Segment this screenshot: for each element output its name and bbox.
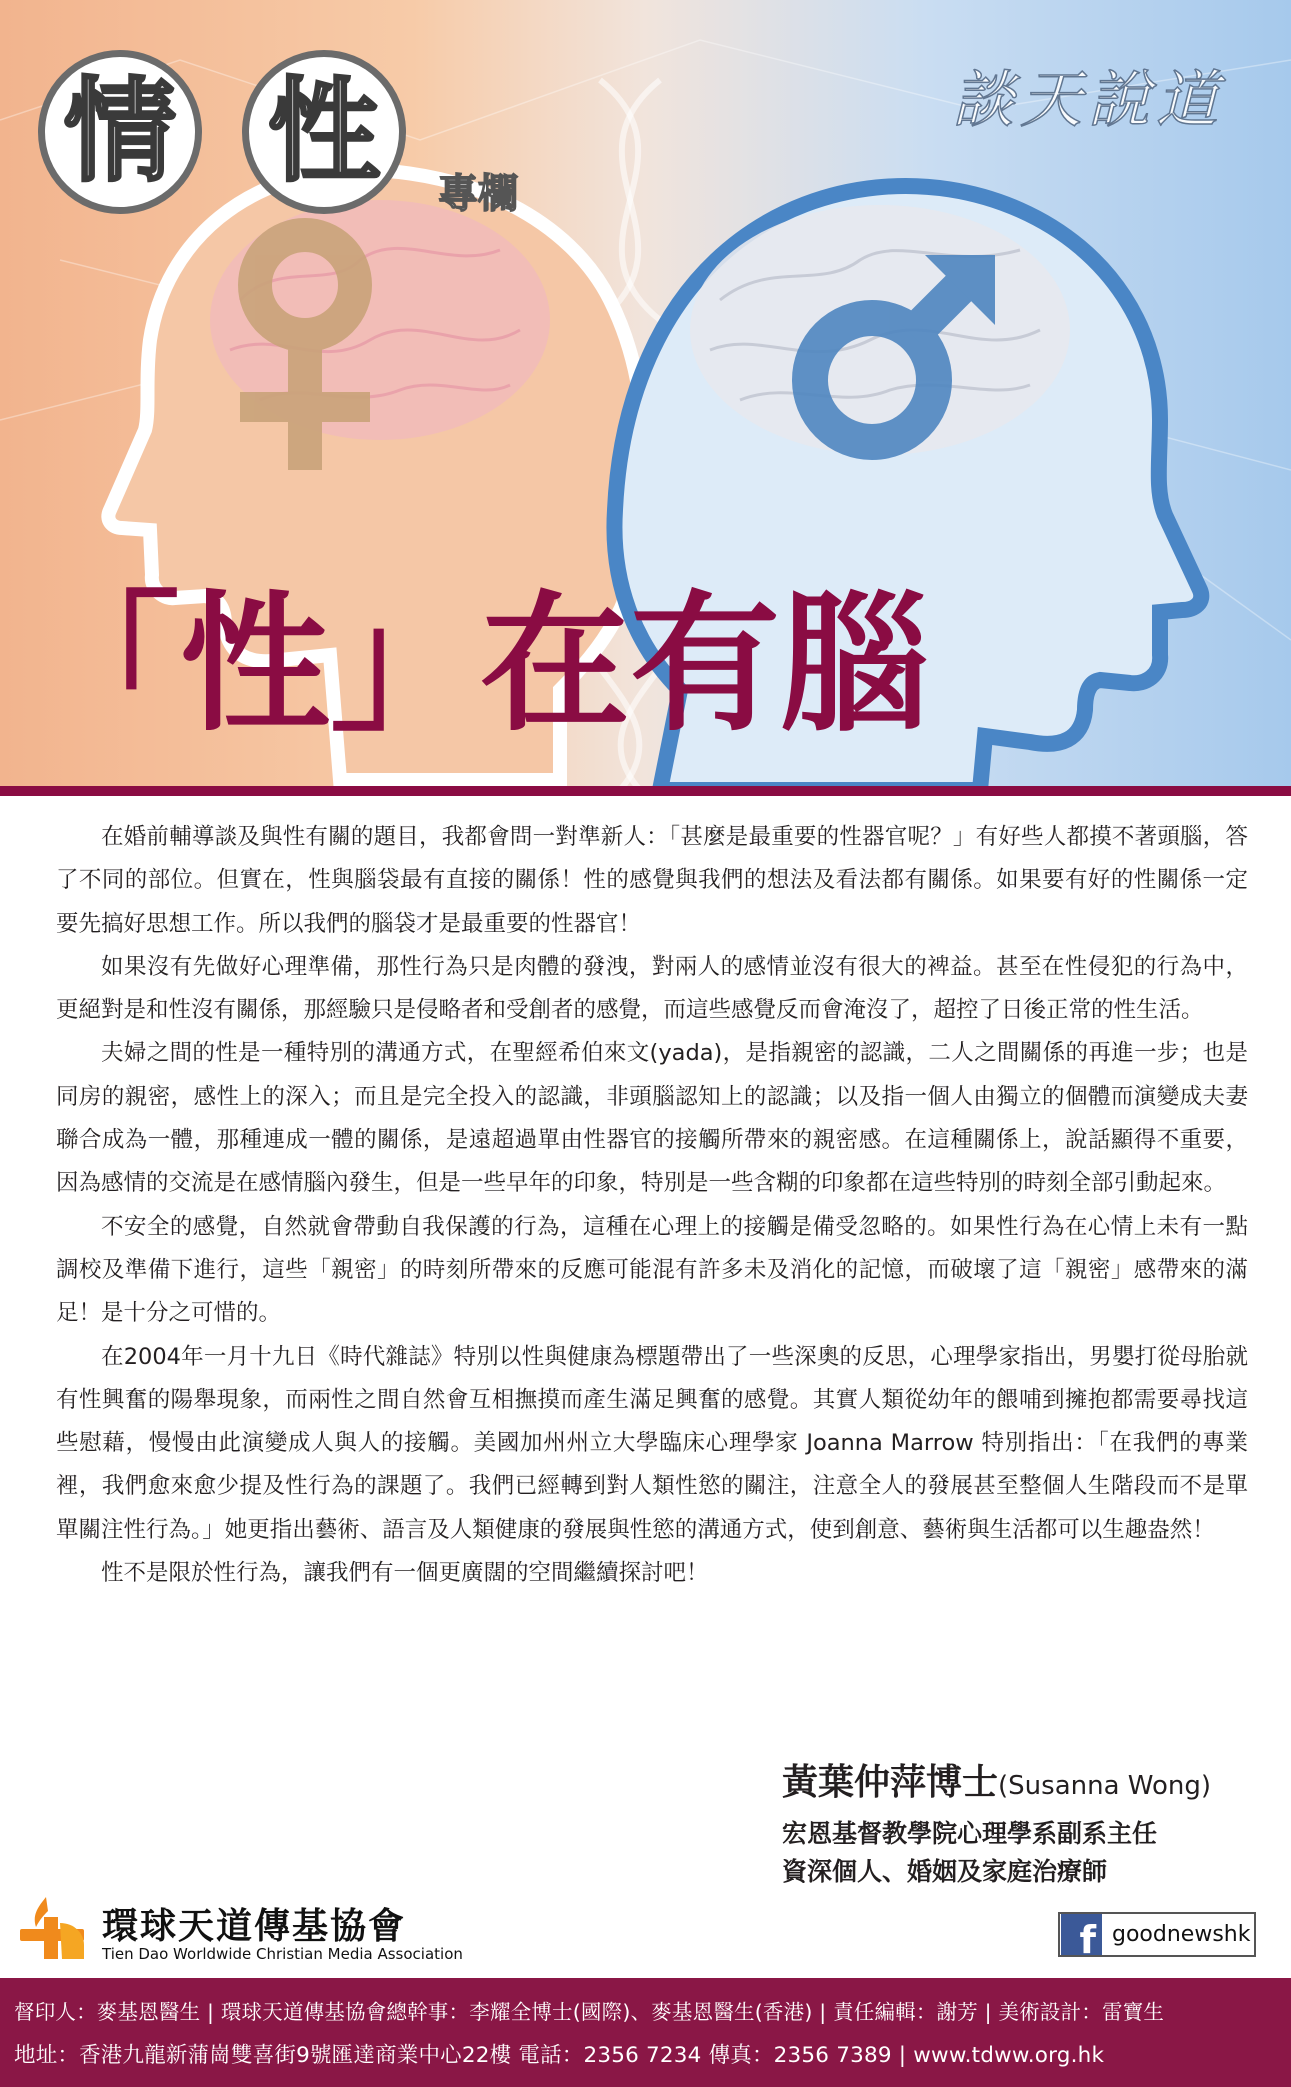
- badge-char-1: 情: [64, 67, 176, 197]
- author-name: [782, 1760, 1211, 1809]
- author-title-1: 宏恩基督教學院心理學系副系主任: [782, 1819, 1158, 1848]
- title-rule: [0, 786, 1291, 796]
- facebook-icon: [1061, 1914, 1102, 1955]
- article-paragraph: 夫婦之間的性是一種特別的溝通方式，在聖經希伯來文(yada)，是指親密的認識，二人之間關係的再進一步；也是同房的親密，感性上的深入；而且是完全投入的認識，非頭腦認知上的認識；以及指一個人由獨立的個體而演變成夫妻聯合成為一體，那種連成一體的關係，是遠超過單由性器官的接觸所帶來的親密感。在這種關係上，說話顯得不重要，因為感情的交流是在感情腦內發生，但是一些早年的印象，特別是一些含糊的印象都在這些特別的時刻全部引動起來。: [56, 1040, 1248, 1197]
- author-block: [782, 1760, 1211, 1891]
- hero-banner: [0, 0, 1291, 790]
- badge-char-2: 性: [268, 67, 380, 197]
- column-badge-1: [38, 50, 202, 214]
- facebook-icon-letter: f: [1079, 1918, 1096, 1955]
- org-name-en: Tien Dao Worldwide Christian Media Association: [102, 1945, 463, 1963]
- author-name-en: (Susanna Wong): [998, 1771, 1211, 1801]
- footer-credits: 督印人：麥基恩醫生 | 環球天道傳基協會總幹事：李耀全博士(國際)、麥基恩醫生(香港) | 責任編輯：謝芳 | 美術設計：雷寶生: [14, 2000, 1165, 2024]
- article-headline: 「性」在有腦: [30, 578, 931, 752]
- facebook-handle: goodnewshk: [1112, 1922, 1251, 1947]
- article-paragraph: 在2004年一月十九日《時代雜誌》特別以性與健康為標題帶出了一些深奧的反思，心理學家指出，男嬰打從母胎就有性興奮的陽舉現象，而兩性之間自然會互相撫摸而產生滿足興奮的感覺。其實人類從幼年的餵哺到擁抱都需要尋找這些慰藉，慢慢由此演變成人與人的接觸。美國加州州立大學臨床心理學家 Joanna Marrow 特別指出：「在我們的專業裡，我們愈來愈少提及性行為的課題了。我們已經轉到對人類性慾的關注，注意全人的發展甚至整個人生階段而不是單單關注性行為。」她更指出藝術、語言及人類健康的發展與性慾的溝通方式，使到創意、藝術與生活都可以生趣盎然！: [56, 1343, 1248, 1543]
- author-name-zh: 黃葉仲萍博士: [782, 1762, 999, 1803]
- article-paragraph: 在婚前輔導談及與性有關的題目，我都會問一對準新人：「甚麼是最重要的性器官呢？」有好些人都摸不著頭腦，答了不同的部位。但實在，性與腦袋最有直接的關係！性的感覺與我們的想法及看法都有關係。如果要有好的性關係一定要先搞好思想工作。所以我們的腦袋才是最重要的性器官！: [56, 824, 1248, 937]
- author-title-2: 資深個人、婚姻及家庭治療師: [782, 1857, 1108, 1886]
- article-paragraph: 性不是限於性行為，讓我們有一個更廣闊的空間繼續探討吧！: [101, 1560, 709, 1587]
- article-paragraph: 不安全的感覺，自然就會帶動自我保護的行為，這種在心理上的接觸是備受忽略的。如果性行為在心情上未有一點調校及準備下進行，這些「親密」的時刻所帶來的反應可能混有許多未及消化的記憶，而破壞了這「親密」感帶來的滿足！是十分之可惜的。: [56, 1213, 1248, 1327]
- facebook-link[interactable]: [1058, 1912, 1256, 1957]
- column-badge-2: [242, 50, 406, 214]
- org-name-zh: 環球天道傳基協會: [102, 1906, 407, 1947]
- article-body: [56, 816, 1248, 1595]
- column-label: 專欄: [438, 171, 518, 217]
- footer-bar: [0, 1978, 1291, 2087]
- footer-contact: 地址：香港九龍新蒲崗雙喜街9號匯達商業中心22樓 電話：2356 7234 傳真：2356 7389 | www.tdww.org.hk: [14, 2043, 1105, 2068]
- article-paragraph: 如果沒有先做好心理準備，那性行為只是肉體的發洩，對兩人的感情並沒有很大的裨益。甚至在性侵犯的行為中， 更絕對是和性沒有關係，那經驗只是侵略者和受創者的感覺，而這些感覺反而會淹沒了，超控了日後正常的性生活。: [56, 953, 1248, 1024]
- series-logo: 談天說道: [952, 63, 1225, 136]
- flame-cross-logo-icon: [18, 1893, 98, 1961]
